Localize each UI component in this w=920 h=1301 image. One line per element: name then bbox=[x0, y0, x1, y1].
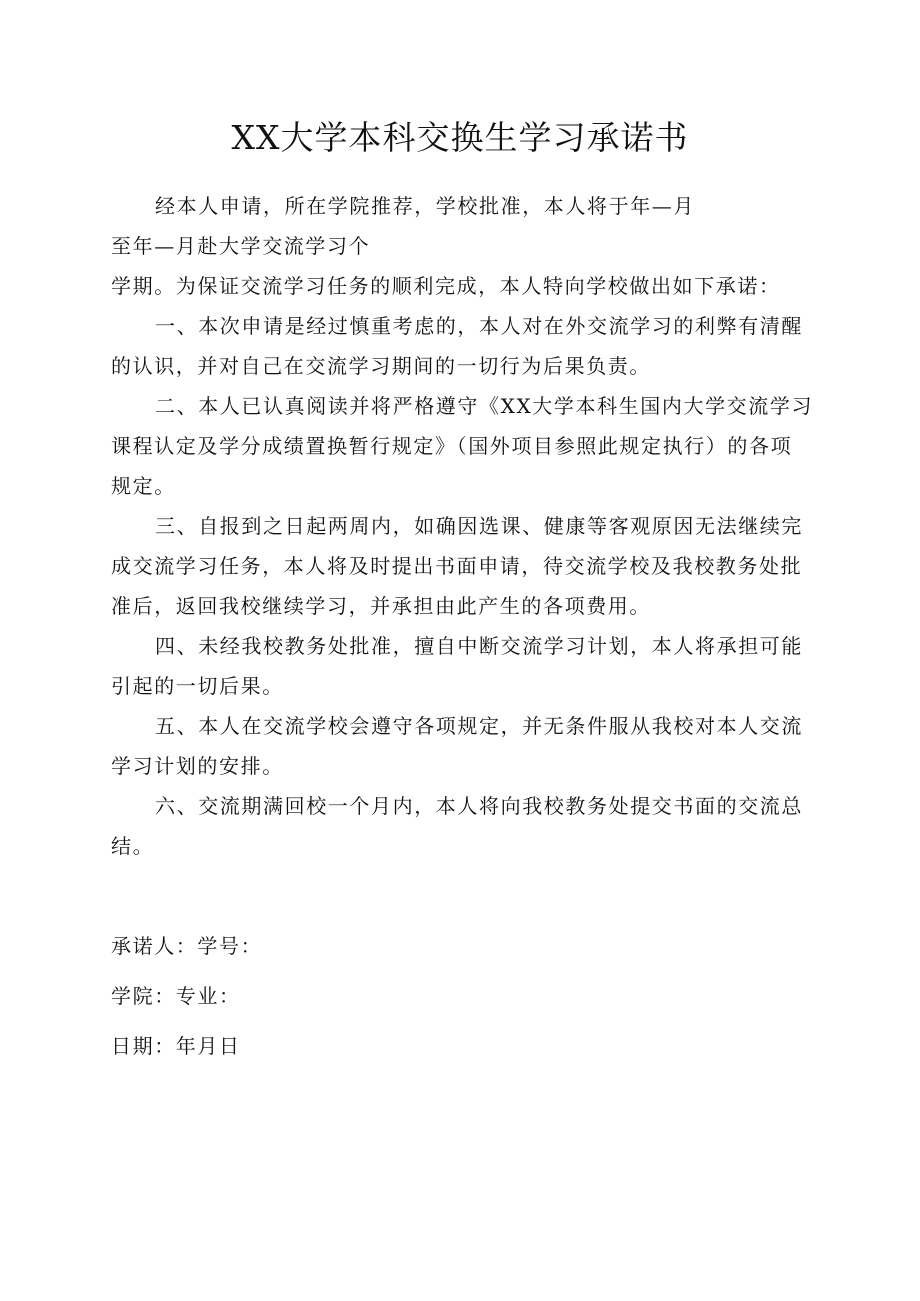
intro-line: 学期。为保证交流学习任务的顺利完成，本人特向学校做出如下承诺： bbox=[111, 274, 781, 298]
commitment-item-3-line: 三、自报到之日起两周内，如确因选课、健康等客观原因无法继续完 bbox=[155, 514, 803, 538]
document-title: XX大学本科交换生学习承诺书 bbox=[231, 118, 689, 157]
intro-line: 经本人申请，所在学院推荐，学校批准，本人将于年—月 bbox=[155, 194, 695, 218]
commitment-item-2-line: 二、本人已认真阅读并将严格遵守《XX大学本科生国内大学交流学习 bbox=[155, 394, 814, 418]
commitment-item-6-line: 六、交流期满回校一个月内，本人将向我校教务处提交书面的交流总 bbox=[155, 794, 803, 818]
commitment-item-6-line: 结。 bbox=[111, 834, 155, 858]
commitment-item-2-line: 规定。 bbox=[111, 474, 176, 498]
commitment-item-4-line: 引起的一切后果。 bbox=[111, 674, 284, 698]
commitment-item-2-line: 课程认定及学分成绩置换暂行规定》（国外项目参照此规定执行）的各项 bbox=[111, 434, 793, 458]
commitment-item-4-line: 四、未经我校教务处批准，擅自中断交流学习计划，本人将承担可能 bbox=[155, 634, 803, 658]
promiser-student-id-line: 承诺人：学号： bbox=[111, 934, 263, 958]
commitment-item-1-line: 一、本次申请是经过慎重考虑的，本人对在外交流学习的利弊有清醒 bbox=[155, 314, 803, 338]
date-line: 日期：年月日 bbox=[111, 1034, 241, 1058]
commitment-item-5-line: 学习计划的安排。 bbox=[111, 754, 284, 778]
commitment-item-3-line: 成交流学习任务，本人将及时提出书面申请，待交流学校及我校教务处批 bbox=[111, 554, 803, 578]
intro-line: 至年—月赴大学交流学习个 bbox=[111, 234, 371, 258]
signature-block bbox=[111, 926, 711, 1076]
commitment-item-3-line: 准后，返回我校继续学习，并承担由此产生的各项费用。 bbox=[111, 594, 651, 618]
college-major-line: 学院：专业： bbox=[111, 984, 241, 1008]
commitment-item-1-line: 的认识，并对自己在交流学习期间的一切行为后果负责。 bbox=[111, 354, 651, 378]
commitment-item-5-line: 五、本人在交流学校会遵守各项规定，并无条件服从我校对本人交流 bbox=[155, 714, 803, 738]
document-body bbox=[111, 186, 814, 866]
